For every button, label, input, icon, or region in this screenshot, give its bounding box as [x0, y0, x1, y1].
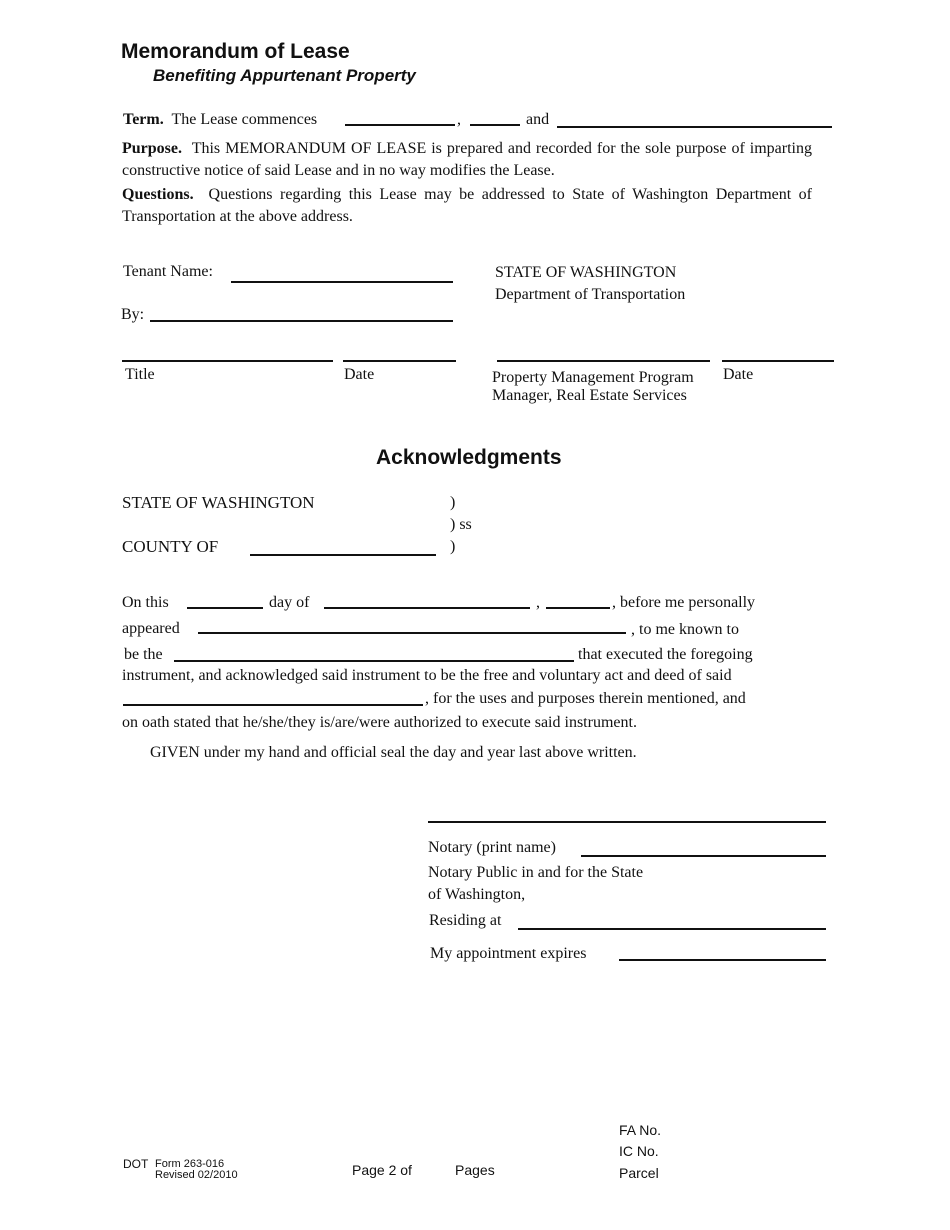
- residing-at-label: Residing at: [429, 912, 502, 929]
- before-me-label: , before me personally: [612, 594, 756, 611]
- day-of-label: day of: [269, 594, 310, 611]
- appointment-expires-label: My appointment expires: [430, 945, 587, 962]
- on-this-comma: ,: [536, 594, 540, 611]
- given-line: GIVEN under my hand and official seal the day and year last above written.: [150, 744, 637, 761]
- footer-dot: DOT: [123, 1157, 149, 1171]
- notary-print-name-field[interactable]: [581, 855, 826, 857]
- appointment-expires-field[interactable]: [619, 959, 826, 961]
- manager-date-label: Date: [723, 366, 754, 383]
- manager-title-line2: Manager, Real Estate Services: [492, 387, 687, 404]
- state-of-washington-label: STATE OF WASHINGTON: [495, 264, 677, 281]
- appeared-name-field[interactable]: [198, 632, 626, 634]
- purpose-label: Purpose.: [122, 140, 182, 157]
- lease-start-year-field[interactable]: [470, 124, 520, 126]
- year-field[interactable]: [546, 607, 610, 609]
- oath-line: on oath stated that he/she/they is/are/were authorized to execute said instrument.: [122, 714, 637, 731]
- for-uses-label: , for the uses and purposes therein mentioned, and: [425, 690, 746, 707]
- notary-public-line2: of Washington,: [428, 886, 526, 903]
- department-label: Department of Transportation: [495, 286, 686, 303]
- term-label: Term.: [123, 111, 164, 128]
- manager-title-line1: Property Management Program: [492, 369, 694, 386]
- entity-field[interactable]: [123, 704, 423, 706]
- tenant-name-field[interactable]: [231, 281, 453, 283]
- notary-signature-field[interactable]: [428, 821, 826, 823]
- footer-fa-no: FA No.: [619, 1122, 662, 1138]
- acknowledgments-heading: Acknowledgments: [376, 446, 562, 469]
- footer-pages: Pages: [455, 1162, 495, 1178]
- instrument-line: instrument, and acknowledged said instrument to be the free and voluntary act and deed of said: [122, 667, 732, 684]
- footer-form-number: Form 263-016: [155, 1158, 225, 1170]
- questions-label: Questions.: [122, 186, 194, 203]
- form-subtitle: Benefiting Appurtenant Property: [153, 66, 416, 85]
- lease-start-date-field[interactable]: [345, 124, 455, 126]
- title-label: Title: [125, 366, 155, 383]
- bracket-3: ): [450, 538, 456, 555]
- manager-date-field[interactable]: [722, 360, 834, 362]
- notary-print-name-label: Notary (print name): [428, 839, 556, 856]
- appeared-label: appeared: [122, 620, 180, 637]
- term-comma: ,: [457, 111, 461, 128]
- residing-at-field[interactable]: [518, 928, 826, 930]
- by-label: By:: [121, 306, 145, 323]
- month-field[interactable]: [324, 607, 530, 609]
- manager-signature-field[interactable]: [497, 360, 710, 362]
- purpose-text: This MEMORANDUM OF LEASE is prepared and recorded for the sole purpose of imparting constructive notice of said Lease and in no way modifies the Lease.: [122, 140, 813, 179]
- lease-end-field[interactable]: [557, 126, 832, 128]
- footer-page-of: Page 2 of: [352, 1162, 412, 1178]
- term-text: The Lease commences: [171, 111, 318, 128]
- county-field[interactable]: [250, 554, 436, 556]
- by-signature-field[interactable]: [150, 320, 453, 322]
- bracket-ss: ) ss: [450, 516, 472, 533]
- notary-public-line1: Notary Public in and for the State: [428, 864, 644, 881]
- ack-county-label: COUNTY OF: [122, 537, 219, 556]
- day-field[interactable]: [187, 607, 263, 609]
- date-label: Date: [344, 366, 375, 383]
- tenant-date-field[interactable]: [343, 360, 456, 362]
- that-executed-label: that executed the foregoing: [578, 646, 753, 663]
- questions-text: Questions regarding this Lease may be addressed to State of Washington Department of Transportation at the above address.: [122, 186, 813, 225]
- bracket-1: ): [450, 494, 456, 511]
- capacity-field[interactable]: [174, 660, 574, 662]
- to-me-known-label: , to me known to: [631, 621, 739, 638]
- be-the-label: be the: [124, 646, 163, 663]
- footer-parcel: Parcel: [619, 1165, 659, 1181]
- footer-ic-no: IC No.: [619, 1143, 659, 1159]
- tenant-name-label: Tenant Name:: [123, 263, 213, 280]
- questions-paragraph: [122, 184, 812, 228]
- term-and: and: [526, 111, 550, 128]
- purpose-paragraph: [122, 138, 812, 182]
- footer-revised: Revised 02/2010: [155, 1169, 238, 1181]
- on-this-label: On this: [122, 594, 169, 611]
- ack-state-label: STATE OF WASHINGTON: [122, 493, 315, 512]
- tenant-title-field[interactable]: [122, 360, 333, 362]
- term-row: [123, 111, 317, 129]
- form-title: Memorandum of Lease: [121, 40, 350, 63]
